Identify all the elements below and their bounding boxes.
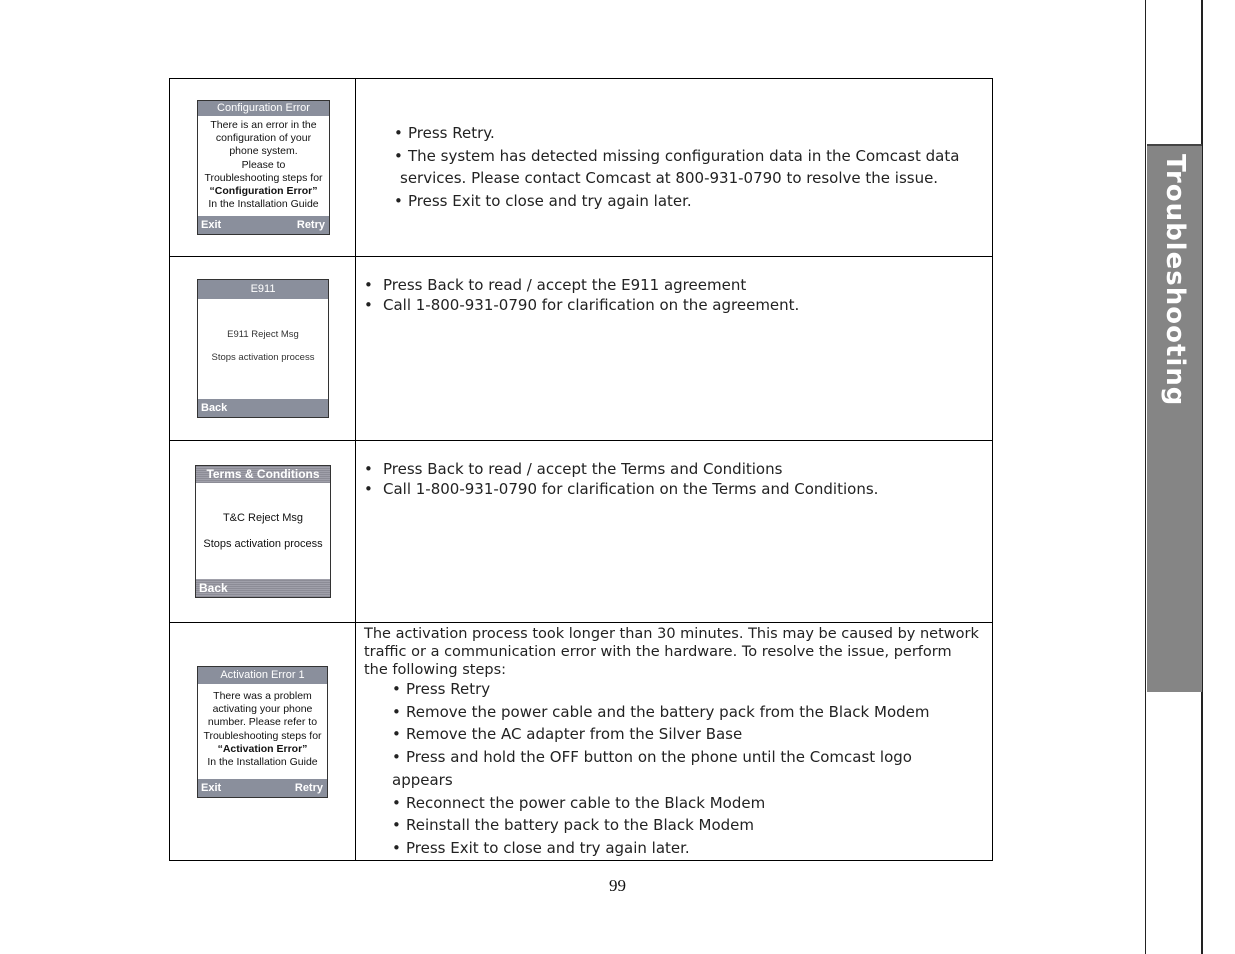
phone-screen-title: Activation Error 1	[198, 667, 327, 684]
softkey-left: Exit	[201, 219, 222, 231]
list-item: • Call 1-800-931-0790 for clarification on the Terms and Conditions.	[364, 479, 879, 498]
section-side-tab	[1147, 144, 1202, 692]
phone-softkey-bar	[198, 399, 328, 417]
section-tab-label: Troubleshooting	[1159, 154, 1190, 407]
text-cell	[356, 79, 993, 257]
screen-cell	[170, 441, 356, 623]
phone-screen-image	[197, 279, 329, 418]
softkey-left: Back	[201, 402, 228, 414]
phone-screen-line: In the Installation Guide	[208, 198, 319, 211]
phone-screen-line: In the Installation Guide	[207, 756, 318, 769]
phone-screen-line: phone system.	[229, 145, 298, 158]
text-cell	[356, 257, 993, 441]
list-item: • Press and hold the OFF button on the phone until the Comcast logo	[392, 748, 912, 767]
list-item: • Press Retry	[392, 680, 491, 698]
table-row	[170, 623, 993, 861]
softkey-right: Retry	[294, 782, 323, 794]
phone-screen-line: Troubleshooting steps for	[204, 171, 323, 184]
list-item: services. Please contact Comcast at 800-931-0790 to resolve the issue.	[400, 169, 939, 188]
phone-softkey-bar	[196, 579, 330, 597]
phone-screen-line: Troubleshooting steps for	[203, 729, 322, 742]
phone-screen-line: configuration of your	[215, 132, 312, 145]
table-row	[170, 79, 993, 257]
phone-screen-line: activating your phone	[212, 703, 313, 716]
list-item: • Reinstall the battery pack to the Black Modem	[392, 816, 755, 835]
text-cell	[356, 623, 993, 861]
phone-screen-line: Stops activation process	[203, 538, 323, 550]
softkey-right: Retry	[296, 219, 325, 231]
list-item: • Remove the AC adapter from the Silver Base	[392, 725, 743, 744]
phone-screen-line: “Configuration Error”	[209, 185, 318, 198]
intro-paragraph: The activation process took longer than 30 minutes. This may be caused by network traffic or a communication error with the hardware. To resolve the issue, perform the following steps:	[364, 626, 979, 678]
list-item: • Press Retry.	[394, 124, 495, 142]
page-number: 99	[609, 876, 626, 895]
softkey-left: Exit	[201, 782, 222, 794]
phone-softkey-bar	[198, 779, 327, 797]
list-item: • Call 1-800-931-0790 for clarification on the agreement.	[364, 295, 800, 314]
list-item: • Remove the power cable and the battery pack from the Black Modem	[392, 702, 930, 721]
table-row	[170, 441, 993, 623]
phone-screen-image	[195, 465, 331, 598]
phone-screen-image	[197, 100, 330, 235]
text-cell	[356, 441, 993, 623]
phone-screen-line: There was a problem	[213, 690, 312, 702]
phone-screen-line: T&C Reject Msg	[222, 512, 304, 524]
phone-screen-line: E911 Reject Msg	[227, 329, 299, 340]
phone-screen-line: Please to	[241, 158, 286, 171]
screen-cell	[170, 623, 356, 861]
troubleshooting-table	[169, 78, 993, 861]
list-item: • Press Exit to close and try again later.	[392, 838, 690, 857]
phone-screen-image	[197, 666, 328, 798]
screen-cell	[170, 257, 356, 441]
softkey-left: Back	[199, 581, 228, 595]
list-item: • Press Back to read / accept the Terms and Conditions	[364, 460, 783, 478]
phone-screen-title: Terms & Conditions	[196, 466, 330, 483]
phone-screen-line: number. Please refer to	[207, 716, 318, 729]
list-item: • Press Exit to close and try again later.	[394, 192, 692, 211]
table-row	[170, 257, 993, 441]
list-item: • Press Back to read / accept the E911 agreement	[364, 276, 747, 294]
phone-softkey-bar	[198, 216, 329, 234]
phone-screen-title: E911	[198, 280, 328, 299]
screen-cell	[170, 79, 356, 257]
phone-screen-title: Configuration Error	[198, 101, 329, 116]
list-item: • Reconnect the power cable to the Black Modem	[392, 793, 766, 812]
phone-screen-line: “Activation Error”	[217, 742, 308, 755]
phone-screen-line: Stops activation process	[211, 352, 315, 363]
list-item: appears	[392, 770, 453, 789]
phone-screen-line: There is an error in the	[210, 119, 317, 131]
margin-rule-left	[1145, 0, 1146, 954]
list-item: • The system has detected missing configuration data in the Comcast data	[394, 146, 960, 165]
